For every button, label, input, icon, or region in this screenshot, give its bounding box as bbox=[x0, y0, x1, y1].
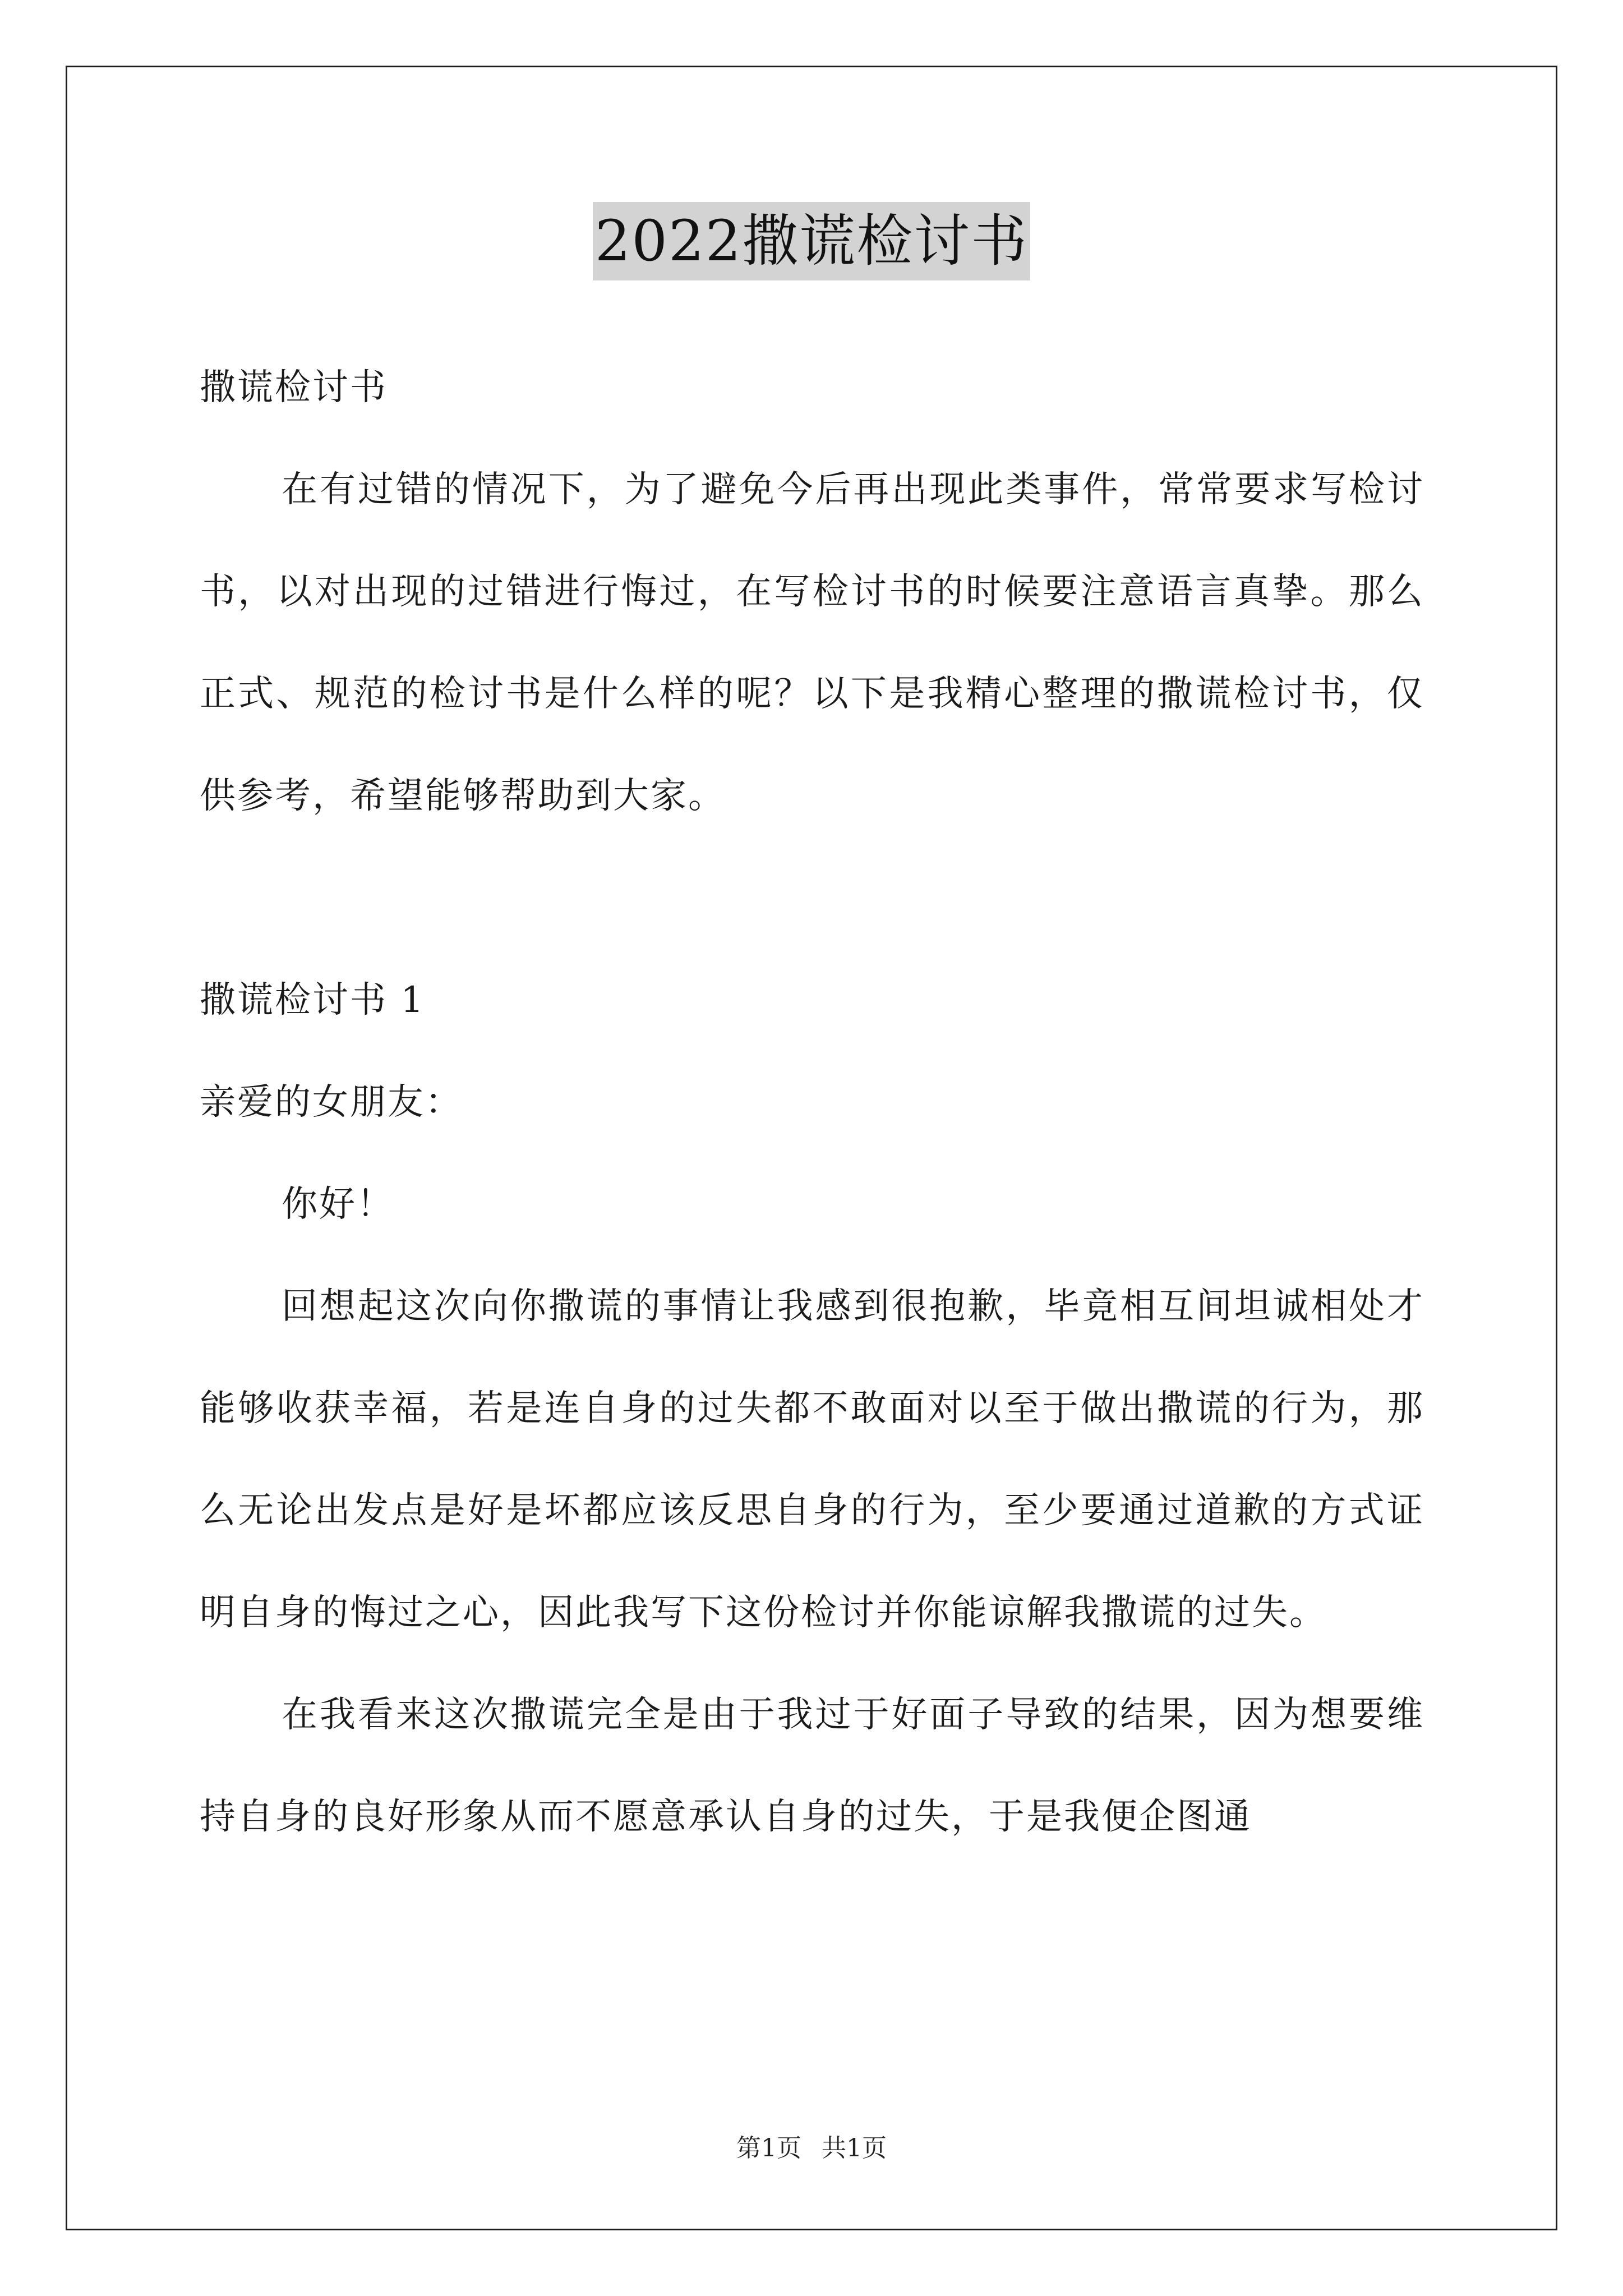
body-paragraph-1: 回想起这次向你撒谎的事情让我感到很抱歉，毕竟相互间坦诚相处才能够收获幸福，若是连自身的过失都不敢面对以至于做出撒谎的行为，那么无论出发点是好是坏都应该反思自身的行为，至少要通过道歉的方式证明自身的悔过之心，因此我写下这份检讨并你能谅解我撒谎的过失。 bbox=[200, 1286, 1424, 1634]
document-title: 2022撒谎检讨书 bbox=[593, 202, 1031, 280]
page-number-current: 第1页 bbox=[736, 2134, 801, 2162]
salutation: 亲爱的女朋友： bbox=[200, 1082, 463, 1123]
section-title: 撒谎检讨书 1 bbox=[200, 979, 426, 1021]
document-body bbox=[200, 337, 1424, 1868]
title-container bbox=[0, 202, 1623, 280]
spacer bbox=[200, 847, 1424, 949]
body-paragraph-2: 在我看来这次撒谎完全是由于我过于好面子导致的结果，因为想要维持自身的良好形象从而不愿意承认自身的过失，于是我便企图通 bbox=[200, 1694, 1424, 1838]
page-number-total: 共1页 bbox=[822, 2134, 887, 2162]
heading: 撒谎检讨书 bbox=[200, 367, 388, 408]
page-footer bbox=[0, 2132, 1623, 2165]
intro-paragraph: 在有过错的情况下，为了避免今后再出现此类事件，常常要求写检讨书，以对出现的过错进行悔过，在写检讨书的时候要注意语言真挚。那么正式、规范的检讨书是什么样的呢？以下是我精心整理的撒谎检讨书，仅供参考，希望能够帮助到大家。 bbox=[200, 469, 1424, 817]
greeting: 你好！ bbox=[282, 1184, 394, 1225]
